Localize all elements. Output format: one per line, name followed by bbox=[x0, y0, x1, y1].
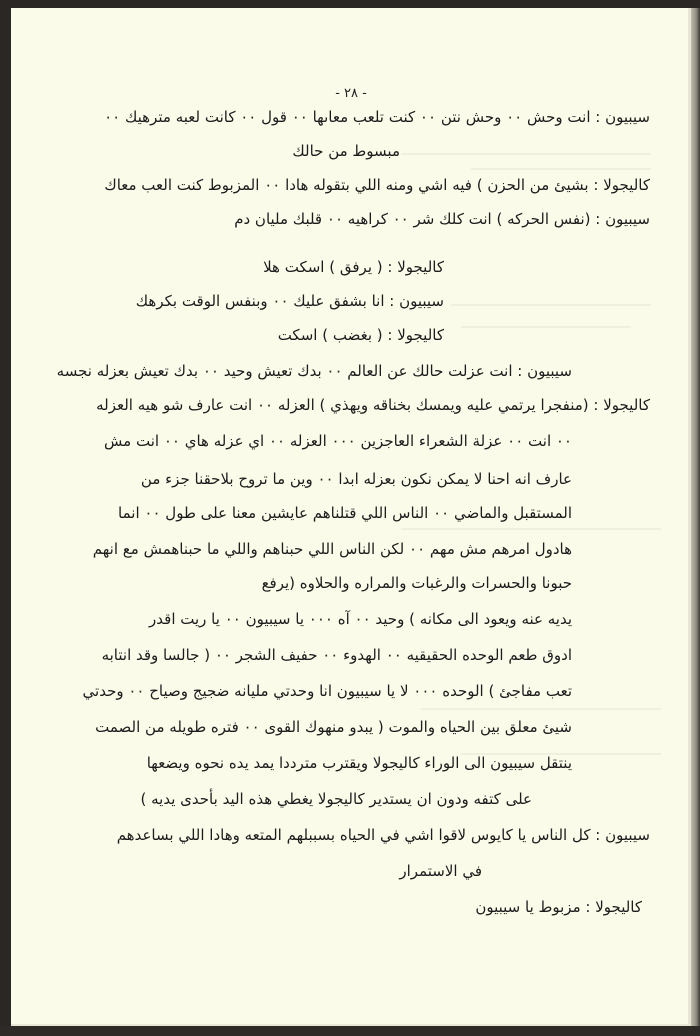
play-script-text bbox=[11, 8, 691, 1026]
script-line: كاليجولا : (منفجرا يرتمي عليه ويمسك بخناقه ويهذي ) العزله ٠٠ انت عارف شو هيه العزله bbox=[96, 396, 650, 414]
script-line: سيبيون : (نفس الحركه ) انت كلك شر ٠٠ كراهيه ٠٠ قلبك مليان دم bbox=[234, 210, 650, 228]
script-line: سيبيون : كل الناس يا كايوس لاقوا اشي في الحياه بسببلهم المتعه وهادا اللي بساعدهم bbox=[116, 826, 650, 844]
script-line: عارف انه احنا لا يمكن نكون بعزله ابدا ٠٠ وين ما تروح بلاحقنا جزء من bbox=[140, 470, 572, 488]
script-line: سيبيون : انا بشفق عليك ٠٠ وبنفس الوقت بكرهك bbox=[135, 292, 444, 310]
script-line: ينتقل سيبيون الى الوراء كاليجولا ويقترب مترددا يمد يده نحوه ويضعها bbox=[146, 754, 572, 772]
script-line: كاليجولا : ( يرفق ) اسكت هلا bbox=[263, 258, 444, 276]
script-line: سيبيون : انت وحش ٠٠ وحش نتن ٠٠ كنت تلعب معاىها ٠٠ قول ٠٠ كانت لعبه مترهيك ٠٠ bbox=[104, 108, 650, 126]
script-line: مبسوط من حالك bbox=[292, 142, 400, 160]
script-line: كاليجولا : ( بغضب ) اسكت bbox=[277, 326, 444, 344]
script-line: في الاستمرار bbox=[399, 862, 482, 880]
script-line: كاليجولا : بشيئ من الحزن ) فيه اشي ومنه اللي بتقوله هادا ٠٠ المزبوط كنت العب معاك bbox=[104, 176, 650, 194]
script-line: المستقبل والماضي ٠٠ الناس اللي قتلناهم عايشين معنا على طول ٠٠ انما bbox=[118, 504, 572, 522]
script-line: على كتفه ودون ان يستدير كاليجولا يغطي هذه اليد بأحدى يديه ) bbox=[140, 790, 532, 808]
script-line: سيبيون : انت عزلت حالك عن العالم ٠٠ بدك تعيش وحيد ٠٠ بدك تعيش بعزله نجسه bbox=[56, 362, 572, 380]
script-line: هادول امرهم مش مهم ٠٠ لكن الناس اللي حبناهم واللي ما حبناهمش مع انهم bbox=[92, 540, 572, 558]
script-line: شيئ معلق بين الحياه والموت ( يبدو منهوك القوى ٠٠ فتره طويله من الصمت bbox=[95, 718, 572, 736]
page-edge bbox=[691, 8, 700, 1026]
script-line: كاليجولا : مزبوط يا سيبيون bbox=[475, 898, 642, 916]
script-line: ادوق طعم الوحده الحقيقيه ٠٠ الهدوء ٠٠ حفيف الشجر ٠٠ ( جالسا وقد انتابه bbox=[101, 646, 572, 664]
document-page bbox=[11, 8, 691, 1026]
scan-border bbox=[0, 1026, 700, 1036]
script-line: تعب مفاجئ ) الوحده ٠٠٠ لا يا سيبيون انا وحدتي مليانه ضجيج وصياح ٠٠ وحدتي bbox=[82, 682, 572, 700]
script-line: ٠٠ انت ٠٠ عزلة الشعراء العاجزين ٠٠٠ العزله ٠٠ اي عزله هاي ٠٠ انت مش bbox=[104, 432, 572, 450]
page-number: - ٢٨ - bbox=[335, 86, 367, 101]
script-line: حبونا والحسرات والرغبات والمراره والحلاوه (يرفع bbox=[261, 574, 572, 592]
script-line: يديه عنه ويعود الى مكانه ) وحيد ٠٠ آه ٠٠٠ يا سيبيون ٠٠ يا ريت اقدر bbox=[149, 610, 572, 628]
